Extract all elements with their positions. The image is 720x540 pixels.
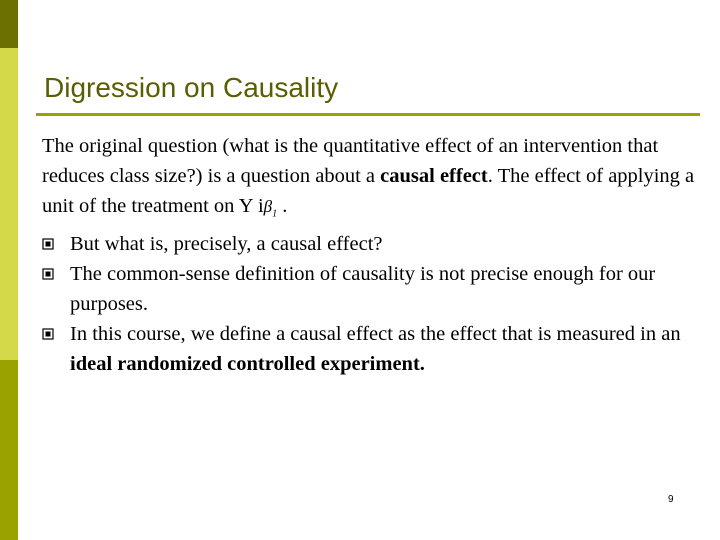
bullet-bold-experiment: ideal randomized controlled experiment. <box>70 353 425 376</box>
bullet-item <box>42 319 706 379</box>
square-bullet-icon <box>42 319 70 349</box>
intro-text-1: The original question (what is the quantitative effect of an intervention that reduces class size?) is a question about a <box>42 135 659 187</box>
beta-subscript: 1 <box>272 208 278 220</box>
square-bullet-icon <box>42 259 70 289</box>
bullet-item <box>42 259 706 319</box>
intro-end: . <box>282 195 288 217</box>
slide-title: Digression on Causality <box>44 72 339 103</box>
intro-bold-causal-effect: causal effect <box>380 165 488 187</box>
title-underline <box>36 113 700 116</box>
bullet-item <box>42 229 706 259</box>
bullet-text: The common-sense definition of causality is not precise enough for our purposes. <box>70 263 656 316</box>
bullet-text: In this course, we define a causal effect as the effect that is measured in an ideal randomized controlled experiment. <box>70 323 681 376</box>
sidebar-light-segment <box>0 48 18 360</box>
intro-text-2: . The effect of applying a unit of the treatment on Y i <box>42 165 695 217</box>
page-number: 9 <box>668 494 674 505</box>
bullet-text: But what is, precisely, a causal effect? <box>70 233 383 256</box>
sidebar-dark-segment <box>0 0 18 48</box>
slide-body <box>42 131 706 379</box>
intro-paragraph <box>42 131 706 229</box>
sidebar-mid-segment <box>0 360 18 540</box>
square-bullet-icon <box>42 229 70 259</box>
beta-symbol: $\beta_1$ <box>263 197 278 220</box>
